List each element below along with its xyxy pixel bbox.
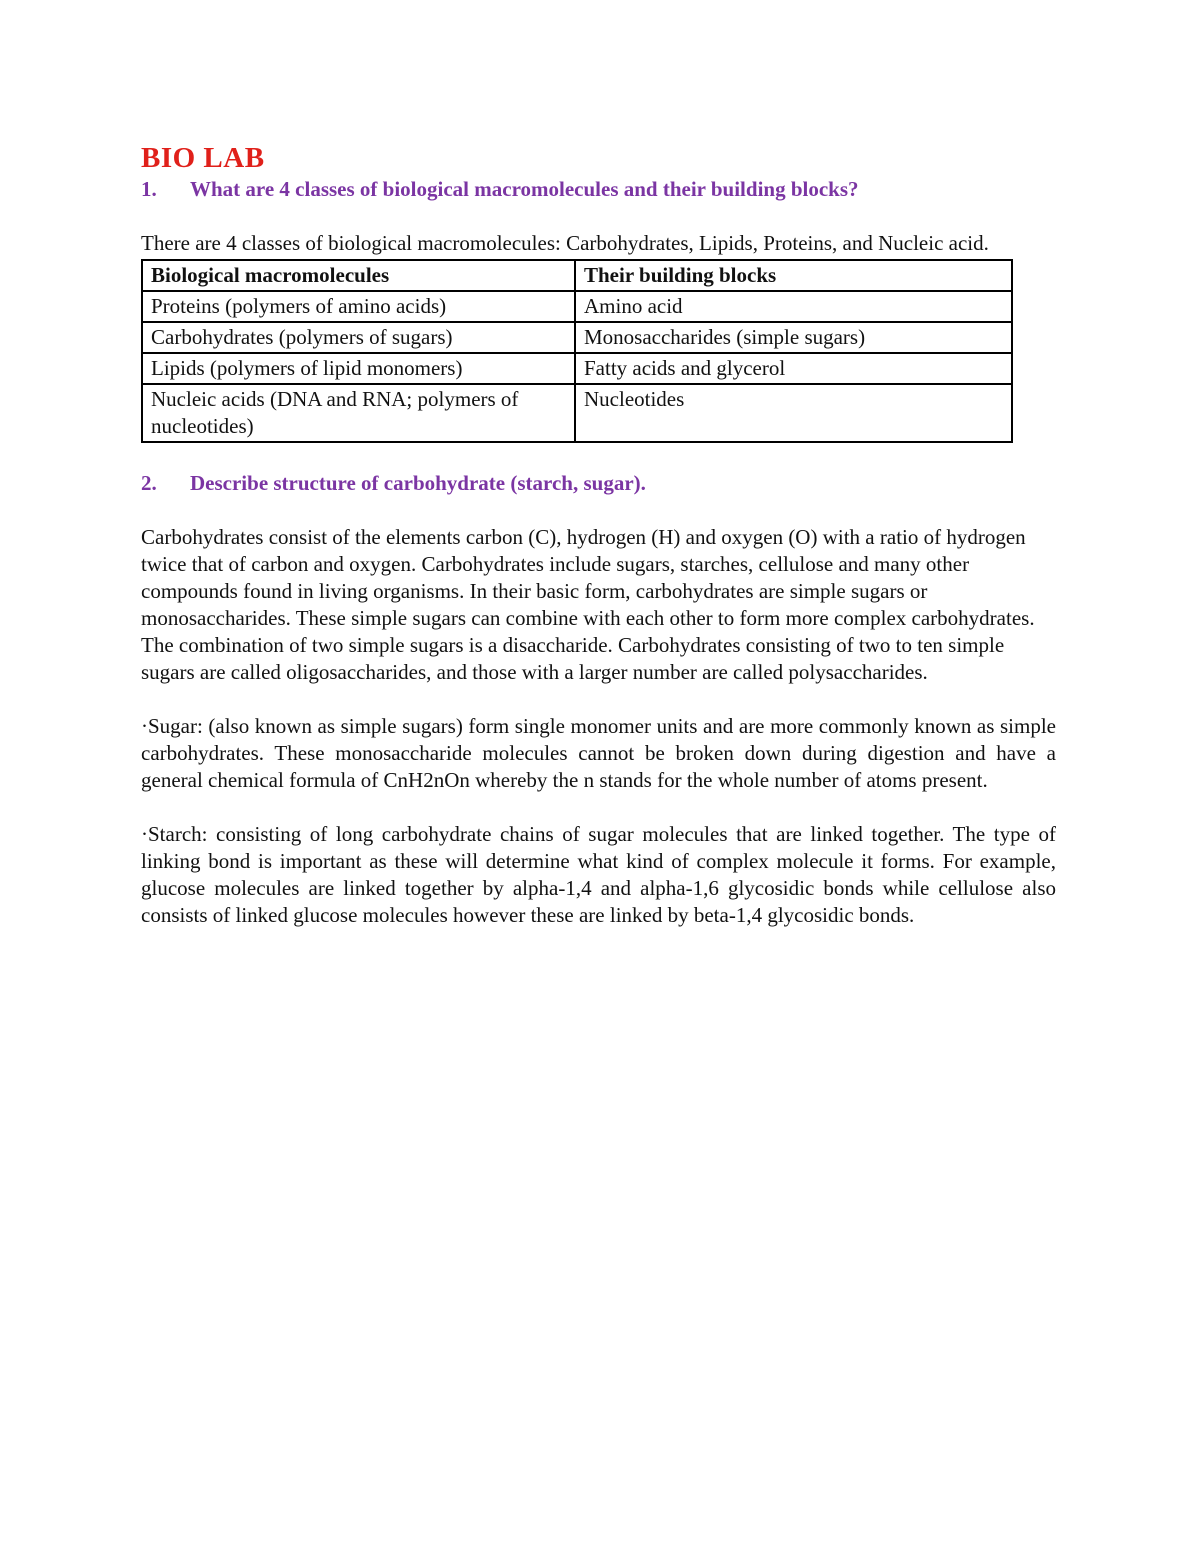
question-1-answer: There are 4 classes of biological macromolecules: Carbohydrates, Lipids, Proteins, and Nucleic acid. — [141, 231, 989, 255]
question-2 — [141, 470, 1056, 497]
table-row — [142, 291, 1012, 322]
document-page — [141, 140, 1056, 929]
table-cell: Carbohydrates (polymers of sugars) — [142, 322, 575, 353]
table-cell: Amino acid — [575, 291, 1012, 322]
question-2-number: 2. — [141, 471, 157, 495]
table-row — [142, 353, 1012, 384]
starch-paragraph: ·Starch: consisting of long carbohydrate chains of sugar molecules that are linked together. The type of linking bond is important as these will determine what kind of complex molecule it forms. For example, glucose molecules are linked together by alpha-1,4 and alpha-1,6 glycosidic bonds while cellulose also consists of linked glucose molecules however these are linked by beta-1,4 glycosidic bonds. — [141, 822, 1056, 927]
macromolecules-table — [141, 259, 1013, 443]
question-1 — [141, 176, 1056, 203]
sugar-paragraph: ·Sugar: (also known as simple sugars) form single monomer units and are more commonly known as simple carbohydrates. These monosaccharide molecules cannot be broken down during digestion and have a general chemical formula of CnH2nOn whereby the n stands for the whole number of atoms present. — [141, 714, 1056, 792]
table-cell: Monosaccharides (simple sugars) — [575, 322, 1012, 353]
carbohydrate-paragraph: Carbohydrates consist of the elements carbon (C), hydrogen (H) and oxygen (O) with a ratio of hydrogen twice that of carbon and oxygen. Carbohydrates include sugars, starches, cellulose and many other compounds found in living organisms. In their basic form, carbohydrates are simple sugars or monosaccharides. These simple sugars can combine with each other to form more complex carbohydrates. The combination of two simple sugars is a disaccharide. Carbohydrates consisting of two to ten simple sugars are called oligosaccharides, and those with a larger number are called polysaccharides. — [141, 525, 1035, 684]
table-header-row — [142, 260, 1012, 291]
table-cell: Nucleic acids (DNA and RNA; polymers of nucleotides) — [142, 384, 575, 442]
table-cell: Lipids (polymers of lipid monomers) — [142, 353, 575, 384]
table-row — [142, 322, 1012, 353]
table-cell: Proteins (polymers of amino acids) — [142, 291, 575, 322]
question-1-text: What are 4 classes of biological macromolecules and their building blocks? — [190, 177, 859, 201]
table-header-cell: Their building blocks — [575, 260, 1012, 291]
table-row — [142, 384, 1012, 442]
document-title: BIO LAB — [141, 142, 265, 174]
table-cell: Fatty acids and glycerol — [575, 353, 1012, 384]
question-1-number: 1. — [141, 177, 157, 201]
table-cell: Nucleotides — [575, 384, 1012, 442]
question-2-text: Describe structure of carbohydrate (starch, sugar). — [190, 471, 646, 495]
table-header-cell: Biological macromolecules — [142, 260, 575, 291]
